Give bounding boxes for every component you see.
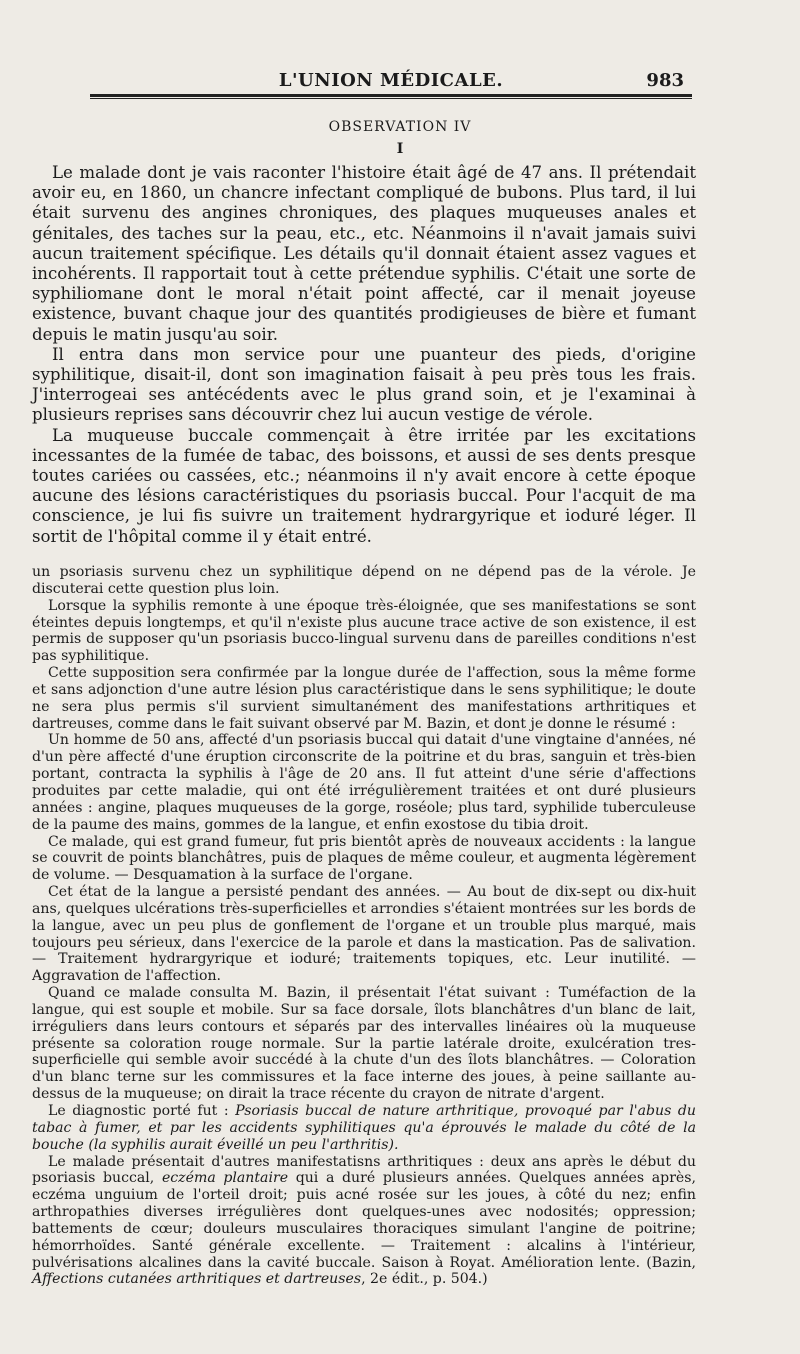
final-part1: Le malade présentait d'autres manifestatisns arthritiques : deux ans après le début du psoriasis buccal, [32,1153,696,1187]
final-italic2: Affections cutanées arthritiques et dartreuses [32,1271,362,1288]
diagnosis-italic: Psoriasis buccal de nature arthritique, provoqué par l'abus du tabac à fumer, et par les accidents syphilitiques qu'a éprouvés le malade du côté de la bouche (la syphilis aurait éveillé un peu l'arthritis). [32,1103,696,1153]
diagnosis-paragraph [32,1103,696,1154]
paragraph: Le malade dont je vais raconter l'histoire était âgé de 47 ans. Il prétendait avoir eu, en 1860, un chancre infectant compliqué de bubons. Plus tard, il lui était survenu des angines chroniques, des plaques muqueuses anales et génitales, des taches sur la peau, etc., etc. Néanmoins il n'avait jamais suivi aucun traitement spécifique. Les détails qu'il donnait étaient assez vagues et incohérents. Il rapportait tout à cette prétendue syphilis. C'était une sorte de syphiliomane dont le moral n'était point affecté, car il menait joyeuse existence, buvant chaque jour des quantités prodigieuses de bière et fumant depuis le matin jusqu'au soir. [32,163,696,344]
final-part2: qui a duré plusieurs années. Quelques années après, eczéma unguium de l'orteil droit; puis acné rosée sur les joues, à côté du nez; enfin arthropathies diverses irrégulières dont quelques-unes avec nodosités; oppression; battements de cœur; douleurs musculaires thoraciques simulant l'angine de poitrine; hémorrhoïdes. Santé générale excellente. — Traitement : alcalins à l'intérieur, pulvérisations alcalines dans la cavité buccale. Saison à Royat. Amélioration lente. (Bazin, [32,1170,696,1271]
paragraph: Lorsque la syphilis remonte à une époque très-éloignée, que ses manifestations se sont éteintes depuis longtemps, et qu'il n'existe plus aucune trace active de son existence, il est permis de supposer qu'un psoriasis bucco-lingual survenu dans de pareilles conditions n'est pas syphilitique. [32,597,696,665]
running-header [90,66,692,94]
journal-title: L'UNION MÉDICALE. [278,70,504,91]
paragraph: Cette supposition sera confirmée par la longue durée de l'affection, sous la même forme et sans adjonction d'une autre lésion plus caractéristique dans le sens syphilitique; le doute ne sera plus permis s'il survient simultanément des manifestations arthritiques et dartreuses, comme dans le fait suivant observé par M. Bazin, et dont je donne le résumé : [32,665,696,732]
header-rule [90,94,692,99]
observation-heading: OBSERVATION IV [328,119,472,135]
final-italic1: eczéma plantaire [161,1170,289,1187]
paragraph: Un homme de 50 ans, affecté d'un psoriasis buccal qui datait d'une vingtaine d'années, né d'un père affecté d'une éruption circonscrite de la poitrine et du bras, sanguin et très-bien portant, contracta la syphilis à l'âge de 20 ans. Il fut atteint d'une série d'affections produites par cette maladie, qui ont été irrégulièrement traitées et ont duré plusieurs années : angine, plaques muqueuses de la gorge, roséole; plus tard, syphilide tuberculeuse de la paume des mains, gommes de la langue, et enfin exostose du tibia droit. [32,732,696,833]
paragraph: Il entra dans mon service pour une puanteur des pieds, d'origine syphilitique, disait-il, dont son imagination faisait à peu près tous les frais. J'interrogeai ses antécédents avec le plus grand soin, et je l'examinai à plusieurs reprises sans découvrir chez lui aucun vestige de vérole. [32,344,696,425]
paragraph: un psoriasis survenu chez un syphilitique dépend on ne dépend pas de la vérole. Je discuterai cette question plus loin. [32,564,696,597]
large-text-block [32,163,696,547]
section-number: I [396,141,404,157]
diagnosis-lead: Le diagnostic porté fut : [48,1103,236,1119]
small-text-block [32,564,696,1288]
paragraph: Quand ce malade consulta M. Bazin, il présentait l'état suivant : Tuméfaction de la langue, qui est souple et mobile. Sur sa face dorsale, îlots blanchâtres d'un blanc de lait, irréguliers dans leurs contours et séparés par des intervalles linéaires où la muqueuse présente sa coloration rouge normale. Sur la partie latérale droite, exulcération tres-superficielle qui semble avoir succédé à la chute d'un des îlots blanchâtres. — Coloration d'un blanc terne sur les commissures et la face interne des joues, à peine saillante au-dessus de la muqueuse; on dirait la trace récente du crayon de nitrate d'argent. [32,985,696,1103]
paragraph: Cet état de la langue a persisté pendant des années. — Au bout de dix-sept ou dix-huit ans, quelques ulcérations très-superficielles et arrondies s'étaient montrées sur les bords de la langue, avec un peu plus de gonflement de l'organe et un trouble plus marqué, mais toujours peu sérieux, dans l'exercice de la parole et dans la mastication. Pas de salivation. — Traitement hydrargyrique et ioduré; traitements topiques, etc. Leur inutilité. — Aggravation de l'affection. [32,884,696,985]
paragraph: Ce malade, qui est grand fumeur, fut pris bientôt après de nouveaux accidents : la langue se couvrit de points blanchâtres, puis de plaques de même couleur, et augmenta légèrement de volume. — Desquamation à la surface de l'organe. [32,833,696,884]
page-number: 983 [646,70,684,91]
final-paragraph [32,1154,696,1289]
final-part3: , 2e édit., p. 504.) [361,1271,488,1288]
paragraph: La muqueuse buccale commençait à être irritée par les excitations incessantes de la fumée de tabac, des boissons, et aussi de ses dents presque toutes cariées ou cassées, etc.; néanmoins il n'y avait encore à cette époque aucune des lésions caractéristiques du psoriasis buccal. Pour l'acquit de ma conscience, je lui fis suivre un traitement hydrargyrique et ioduré léger. Il sortit de l'hôpital comme il y était entré. [32,425,696,546]
